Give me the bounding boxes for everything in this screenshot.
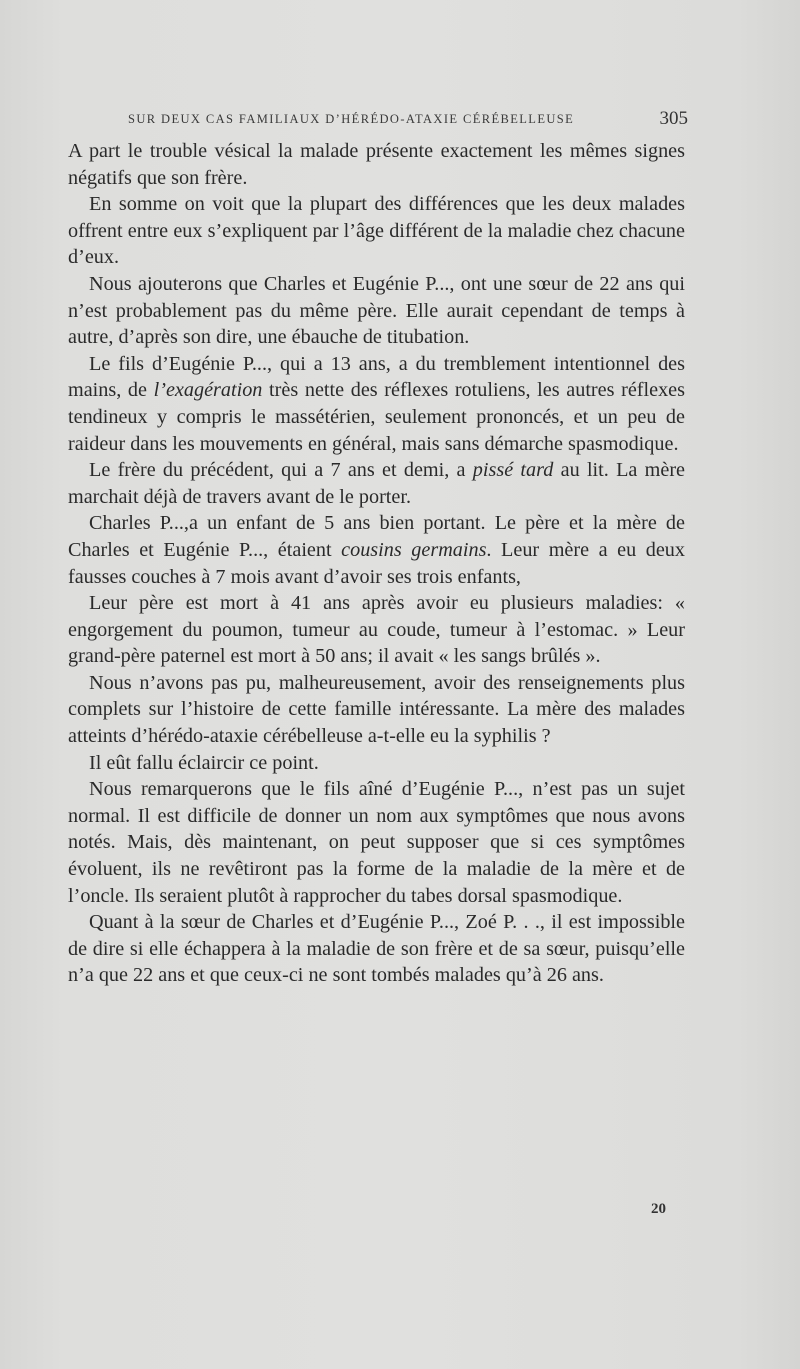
text-run: Nous remarquerons que le fils aîné d’Eugénie P..., n’est pas un sujet normal. Il est difficile de donner un nom aux symptômes que nous avons notés. Mais, dès maintenant, on peut supposer que si ces symptômes évoluent, ils ne revêtiront pas la forme de la maladie de la mère et de l’oncle. Ils seraient plutôt à rapprocher du tabes dorsal spasmodique.	[68, 778, 685, 907]
page-number: 305	[659, 108, 688, 129]
paragraph	[68, 590, 685, 670]
paragraph	[68, 750, 685, 777]
paragraph	[68, 271, 685, 351]
running-head	[128, 108, 688, 132]
paragraph	[68, 909, 685, 989]
paragraph	[68, 776, 685, 909]
text-run: . Leur mère a eu deux fausses couches à 7 mois avant d’avoir ses trois enfants,	[68, 538, 685, 588]
text-run: très nette des réflexes rotuliens, les autres réflexes tendineux y compris le massétérien, seulement prononcés, et un peu de raideur dans les mouvements en général, mais sans démarche spasmodique.	[68, 379, 685, 455]
text-run: Le frère du précédent, qui a 7 ans et demi, a	[89, 459, 473, 482]
paragraph	[68, 351, 685, 457]
paragraph	[68, 510, 685, 590]
text-run: A part le trouble vésical la malade présente exactement les mêmes signes négatifs que son frère.	[68, 140, 685, 189]
body-text	[68, 138, 685, 989]
paragraph	[68, 670, 685, 750]
text-run: Nous ajouterons que Charles et Eugénie P..., ont une sœur de 22 ans qui n’est probablement pas du même père. Elle aurait cependant de temps à autre, d’après son dire, une ébauche de titubation.	[68, 272, 685, 349]
italic-text: cousins germains	[341, 538, 487, 561]
paragraph	[68, 191, 685, 271]
italic-text: pissé tard	[472, 459, 554, 482]
text-run: au lit. La mère marchait déjà de travers avant de le porter.	[68, 459, 685, 508]
text-run: Leur père est mort à 41 ans après avoir eu plusieurs maladies: « engorgement du poumon, tumeur au coude, tumeur à l’estomac. » Leur grand-père paternel est mort à 50 ans; il avait « les sangs brûlés ».	[68, 592, 685, 668]
text-run: Charles P...,a un enfant de 5 ans bien portant. Le père et la mère de Charles et Eugénie P..., étaient	[68, 512, 685, 561]
paragraph	[68, 457, 685, 510]
text-run: Il eût fallu éclaircir ce point.	[89, 751, 319, 774]
text-run: En somme on voit que la plupart des différences que les deux malades offrent entre eux s’expliquent par l’âge différent de la maladie chez chacune d’eux.	[68, 193, 685, 269]
running-title: SUR DEUX CAS FAMILIAUX D’HÉRÉDO-ATAXIE CÉRÉBELLEUSE	[128, 112, 575, 126]
paragraph	[68, 138, 685, 191]
signature-mark: 20	[651, 1201, 666, 1217]
italic-text: l’exagération	[153, 379, 263, 402]
text-run: Nous n’avons pas pu, malheureusement, avoir des renseignements plus complets sur l’histoire de cette famille intéressante. La mère des malades atteints d’hérédo-ataxie cérébelleuse a-t-elle eu la syphilis ?	[68, 671, 685, 748]
text-run: Quant à la sœur de Charles et d’Eugénie P..., Zoé P. . ., il est impossible de dire si elle échappera à la maladie de son frère et de sa sœur, puisqu’elle n’a que 22 ans et que ceux-ci ne sont tombés malades qu’à 26 ans.	[68, 911, 685, 987]
text-run: Le fils d’Eugénie P..., qui a 13 ans, a du tremblement intentionnel des mains, de	[68, 352, 685, 402]
